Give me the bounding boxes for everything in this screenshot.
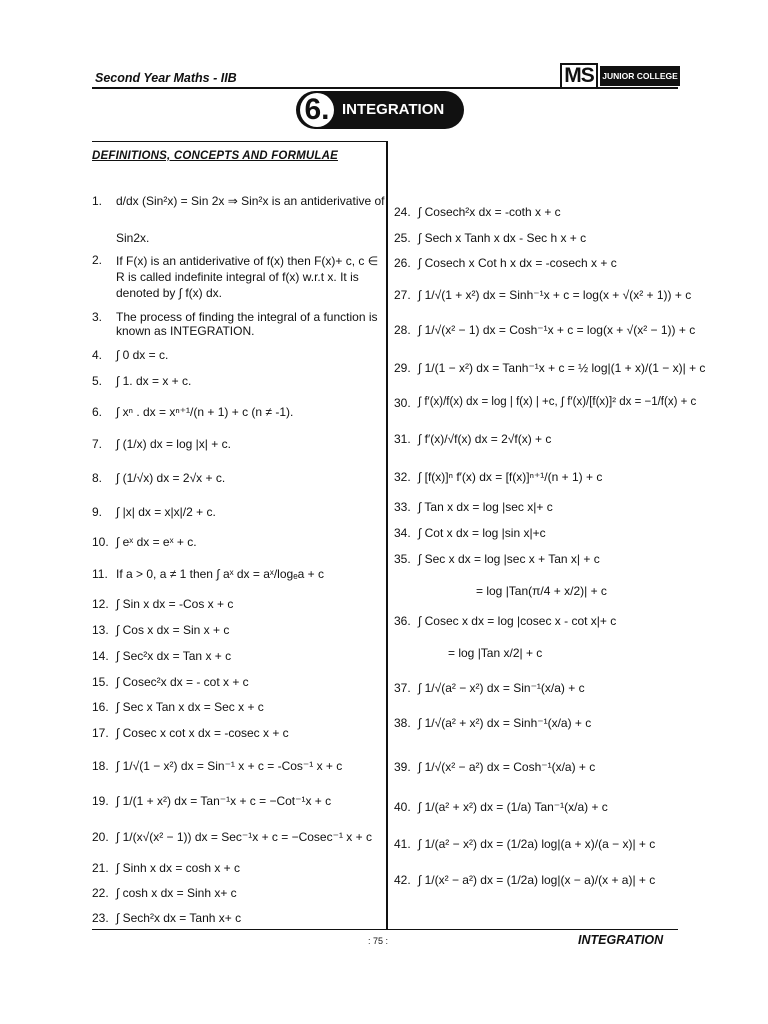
item-text: ∫ Sec x dx = log |sec x + Tan x| + c [418, 552, 600, 566]
item-text: ∫ eˣ dx = eˣ + c. [116, 535, 197, 549]
item-number: 18. [92, 759, 109, 773]
item-number: 42. [394, 873, 411, 887]
item-text: ∫ 1/√(x² − a²) dx = Cosh⁻¹(x/a) + c [418, 760, 596, 774]
formula-item [92, 649, 231, 663]
item-text: ∫ 1/(x√(x² − 1)) dx = Sec⁻¹x + c = −Cosec⁻¹ x + c [116, 830, 372, 844]
item-number: 39. [394, 760, 411, 774]
item-text: ∫ xⁿ . dx = xⁿ⁺¹/(n + 1) + c (n ≠ -1). [116, 405, 294, 419]
column-divider [386, 141, 388, 929]
item-number: 27. [394, 288, 411, 302]
item-number: 4. [92, 348, 103, 362]
formula-item [92, 374, 191, 388]
formula-item [92, 535, 197, 549]
item-number: 31. [394, 432, 411, 446]
footer-title: INTEGRATION [578, 933, 664, 947]
formula-item [92, 348, 168, 362]
formula-item [92, 471, 225, 485]
item-text: ∫ Tan x dx = log |sec x|+ c [418, 500, 553, 514]
item-text: ∫ 1/(a² − x²) dx = (1/2a) log|(a + x)/(a − x)| + c [418, 837, 656, 851]
item-text: ∫ 1/√(x² − 1) dx = Cosh⁻¹x + c = log(x + √(x² − 1)) + c [418, 323, 696, 337]
item-text: ∫ f′(x)/f(x) dx = log | f(x) | +c, ∫ f′(x)/[f(x)]² dx = −1/f(x) + c [418, 396, 697, 408]
item-text: ∫ 1. dx = x + c. [116, 374, 192, 388]
item-number: 26. [394, 256, 411, 270]
item-number: 37. [394, 681, 411, 695]
formula-item [394, 552, 600, 566]
item-text: ∫ Cosec x dx = log |cosec x - cot x|+ c [418, 614, 617, 628]
item-number: 12. [92, 597, 109, 611]
formula-item [92, 861, 240, 875]
item-number: 6. [92, 405, 103, 419]
formula-item [394, 873, 655, 887]
formula-item [92, 405, 293, 419]
item-text: ∫ 1/(1 + x²) dx = Tan⁻¹x + c = −Cot⁻¹x + c [116, 794, 332, 808]
item-text: ∫ 1/√(1 − x²) dx = Sin⁻¹ x + c = -Cos⁻¹ x + c [116, 759, 343, 773]
formula-item [92, 911, 241, 925]
item-text: Sin2x. [116, 231, 150, 245]
item-number: 14. [92, 649, 109, 663]
item-text: ∫ 1/√(1 + x²) dx = Sinh⁻¹x + c = log(x + √(x² + 1)) + c [418, 288, 692, 302]
item-text: ∫ Sech²x dx = Tanh x+ c [116, 911, 242, 925]
item-text: ∫ Cos x dx = Sin x + c [116, 623, 230, 637]
logo-ms: MS [560, 63, 598, 89]
item-text: ∫ Cosech x Cot h x dx = -cosech x + c [418, 256, 617, 270]
item-number: 13. [92, 623, 109, 637]
formula-item [92, 567, 324, 581]
formula-item [394, 361, 705, 375]
item-number: 23. [92, 911, 109, 925]
item-text: ∫ 1/√(a² + x²) dx = Sinh⁻¹(x/a) + c [418, 716, 592, 730]
item-text: ∫ Cosec²x dx = - cot x + c [116, 675, 249, 689]
item-number: 17. [92, 726, 109, 740]
formula-item [394, 470, 602, 484]
page-number: : 75 : [368, 936, 389, 946]
item-text: ∫ (1/√x) dx = 2√x + c. [116, 471, 226, 485]
item-number: 41. [394, 837, 411, 851]
formula-item [394, 800, 608, 814]
item-text: ∫ f′(x)/√f(x) dx = 2√f(x) + c [418, 432, 552, 446]
item-number: 34. [394, 526, 411, 540]
item-number: 28. [394, 323, 411, 337]
formula-item [92, 675, 249, 689]
item-number: 1. [92, 194, 103, 208]
item-number: 3. [92, 310, 103, 324]
formula-item [92, 759, 342, 773]
formula-item [92, 597, 233, 611]
item-text: ∫ Sec x Tan x dx = Sec x + c [116, 700, 264, 714]
item-text: ∫ Sech x Tanh x dx - Sec h x + c [418, 231, 587, 245]
formula-item [394, 323, 695, 337]
formula-continuation [476, 584, 607, 598]
item-number: 22. [92, 886, 109, 900]
item-number: 2. [92, 253, 103, 267]
item-text: ∫ Cosec x cot x dx = -cosec x + c [116, 726, 289, 740]
footer-rule [92, 929, 678, 930]
formula-item [92, 700, 264, 714]
item-number: 8. [92, 471, 103, 485]
chapter-title: INTEGRATION [342, 101, 445, 118]
item-text: ∫ 0 dx = c. [116, 348, 169, 362]
formula-item [394, 526, 546, 540]
formula-item [394, 396, 696, 410]
item-text: ∫ (1/x) dx = log |x| + c. [116, 437, 231, 451]
formula-item [394, 716, 591, 730]
formula-item [92, 886, 237, 900]
item-text: = log |Tan(π/4 + x/2)| + c [476, 584, 607, 598]
formula-item [92, 437, 231, 451]
formula-item [394, 500, 553, 514]
item-number: 24. [394, 205, 411, 219]
item-number: 20. [92, 830, 109, 844]
formula-item [394, 837, 655, 851]
item-text: ∫ |x| dx = x|x|/2 + c. [116, 505, 216, 519]
item-text: ∫ 1/(a² + x²) dx = (1/a) Tan⁻¹(x/a) + c [418, 800, 608, 814]
item-text: ∫ 1/(x² − a²) dx = (1/2a) log|(x − a)/(x + a)| + c [418, 873, 656, 887]
formula-item [394, 432, 551, 446]
item-text: If F(x) is an antiderivative of f(x) then F(x)+ c, c ∈ R is called indefinite integral of f(x) w.r.t x. It is denoted by ∫ f(x) dx. [116, 254, 379, 300]
item-number: 32. [394, 470, 411, 484]
item-number: 38. [394, 716, 411, 730]
item-number: 7. [92, 437, 103, 451]
item-number: 35. [394, 552, 411, 566]
chapter-banner [296, 91, 464, 129]
formula-item [92, 253, 384, 301]
formula-continuation [448, 646, 542, 660]
item-text: ∫ Sin x dx = -Cos x + c [116, 597, 234, 611]
item-text: d/dx (Sin²x) = Sin 2x ⇒ Sin²x is an antiderivative of [116, 194, 385, 208]
formula-item [92, 194, 384, 208]
chapter-number: 6. [300, 93, 334, 127]
formula-item [92, 505, 216, 519]
item-text: ∫ Cot x dx = log |sin x|+c [418, 526, 546, 540]
content-top-rule [92, 141, 386, 142]
item-text: = log |Tan x/2| + c [448, 646, 543, 660]
logo-subtitle: JUNIOR COLLEGE [600, 66, 680, 86]
item-number: 40. [394, 800, 411, 814]
item-text: The process of finding the integral of a function is known as INTEGRATION. [116, 310, 378, 338]
item-number: 19. [92, 794, 109, 808]
item-text: ∫ Cosech²x dx = -coth x + c [418, 205, 561, 219]
item-text: ∫ Sec²x dx = Tan x + c [116, 649, 232, 663]
item-number: 11. [92, 567, 108, 581]
formula-item [92, 231, 384, 245]
college-logo [560, 63, 680, 89]
formula-item [92, 830, 372, 844]
section-heading: DEFINITIONS, CONCEPTS AND FORMULAE [92, 150, 338, 162]
formula-item [92, 794, 331, 808]
item-text: ∫ cosh x dx = Sinh x+ c [116, 886, 237, 900]
item-text: ∫ 1/√(a² − x²) dx = Sin⁻¹(x/a) + c [418, 681, 585, 695]
item-text: ∫ Sinh x dx = cosh x + c [116, 861, 241, 875]
formula-item [92, 623, 229, 637]
item-number: 36. [394, 614, 411, 628]
item-number: 16. [92, 700, 109, 714]
document-subject: Second Year Maths - IIB [95, 71, 237, 85]
item-number: 10. [92, 535, 109, 549]
formula-item [394, 205, 561, 219]
item-text: ∫ [f(x)]ⁿ f′(x) dx = [f(x)]ⁿ⁺¹/(n + 1) + c [418, 470, 603, 484]
item-number: 5. [92, 374, 103, 388]
formula-item [394, 760, 595, 774]
formula-item [92, 310, 384, 338]
formula-item [394, 288, 691, 302]
item-number: 33. [394, 500, 411, 514]
item-text: If a > 0, a ≠ 1 then ∫ aˣ dx = aˣ/logₑa + c [116, 567, 325, 581]
formula-item [394, 681, 585, 695]
formula-item [92, 726, 289, 740]
item-number: 21. [92, 861, 109, 875]
item-number: 29. [394, 361, 411, 375]
item-number: 25. [394, 231, 411, 245]
item-text: ∫ 1/(1 − x²) dx = Tanh⁻¹x + c = ½ log|(1 + x)/(1 − x)| + c [418, 361, 706, 375]
formula-item [394, 614, 616, 628]
item-number: 15. [92, 675, 109, 689]
item-number: 30. [394, 396, 411, 410]
formula-item [394, 256, 617, 270]
formula-item [394, 231, 586, 245]
item-number: 9. [92, 505, 103, 519]
